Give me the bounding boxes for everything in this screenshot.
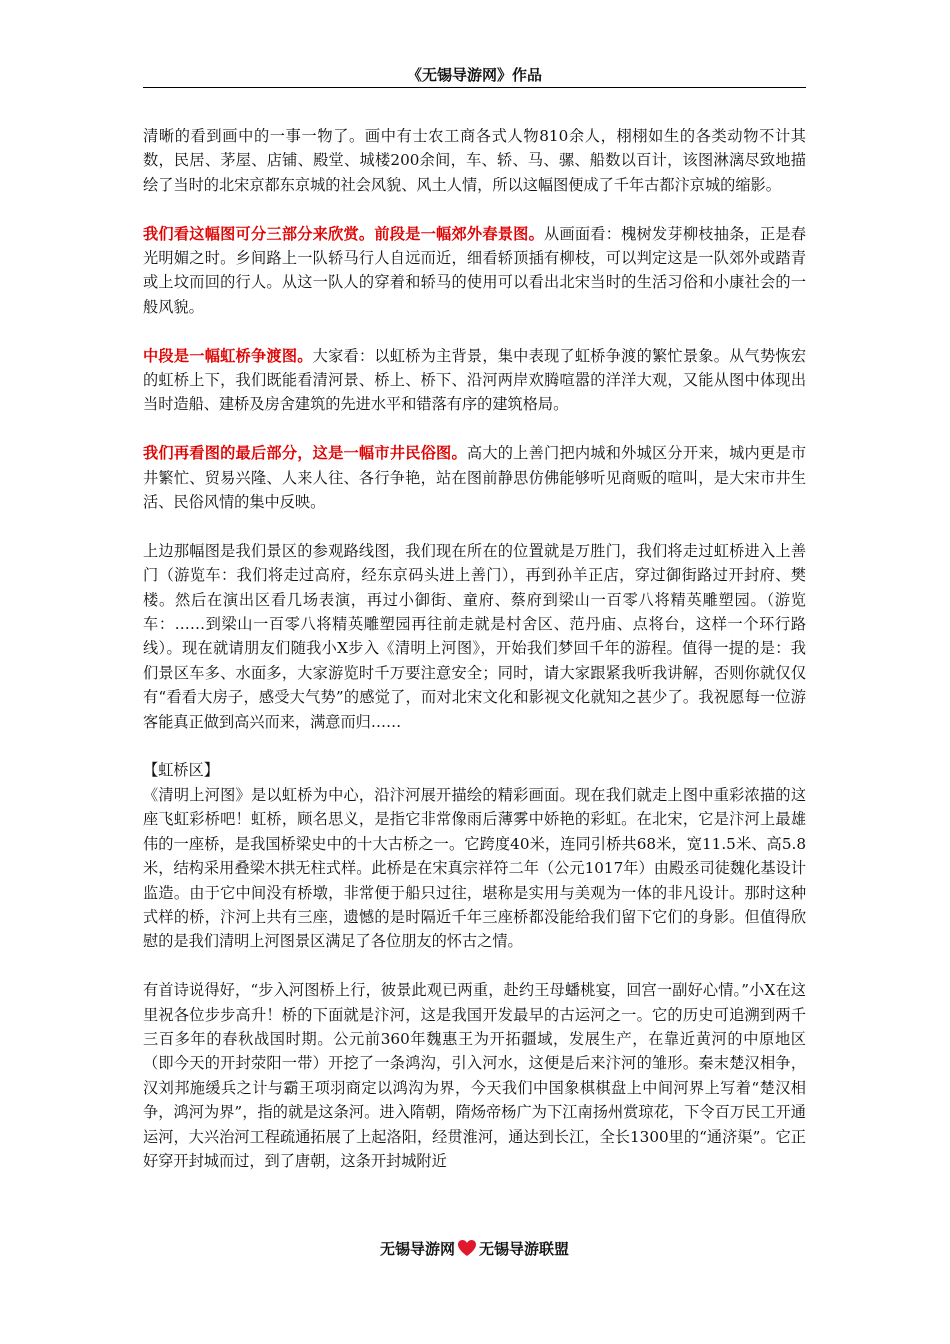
page-footer bbox=[143, 1238, 806, 1261]
page-header: 《无锡导游网》作品 bbox=[406, 66, 542, 84]
paragraph-6: 《清明上河图》是以虹桥为中心，沿汴河展开描绘的精彩画面。现在我们就走上图中重彩浓描的这座飞虹彩桥吧！虹桥，顾名思义，是指它非常像雨后薄雾中娇艳的彩虹。在北宋，它是汴河上最雄伟的一座桥，是我国桥梁史中的十大古桥之一。它跨度40米，连同引桥共68米，宽11.5米、高5.8米，结构采用叠梁木拱无柱式样。此桥是在宋真宗祥符二年（公元1017年）由殿丞司徒魏化基设计监造。由于它中间没有桥墩，非常便于船只过往，堪称是实用与美观为一体的非凡设计。那时这种式样的桥，汴河上共有三座，遗憾的是时隔近千年三座桥都没能给我们留下它们的身影。但值得欣慰的是我们清明上河图景区满足了各位朋友的怀古之情。 bbox=[143, 785, 806, 951]
section-title: 【虹桥区】 bbox=[143, 761, 219, 780]
paragraph-7: 有首诗说得好，“步入河图桥上行，彼景此观已两重，赴约王母蟠桃宴，回宫一副好心情。”小X在这里祝各位步步高升！桥的下面就是汴河，这是我国开发最早的古运河之一。它的历史可追溯到两千三百多年的春秋战国时期。公元前360年魏惠王为开拓疆域，发展生产，在靠近黄河的中原地区（即今天的开封荥阳一带）开挖了一条鸿沟，引入河水，这便是后来汴河的雏形。秦末楚汉相争，汉刘邦施缓兵之计与霸王项羽商定以鸿沟为界，今天我们中国象棋棋盘上中间河界上写着“楚汉相争，鸿河为界”，指的就是这条河。进入隋朝，隋炀帝杨广为下江南扬州赏琼花，下令百万民工开通运河，大兴治河工程疏通拓展了上起洛阳，经贯淮河，通达到长江，全长1300里的“通济渠”。它正好穿开封城而过，到了唐朝，这条开封城附近 bbox=[143, 981, 806, 1170]
paragraph-1: 清晰的看到画中的一事一物了。画中有士农工商各式人物810余人，栩栩如生的各类动物不计其数，民居、茅屋、店铺、殿堂、城楼200余间，车、轿、马、骡、船数以百计，该图淋漓尽致地描绘了当时的北宋京都东京城的社会风貌、风土人情，所以这幅图便成了千年古都汴京城的缩影。 bbox=[143, 127, 806, 194]
header-divider bbox=[143, 87, 806, 88]
heart-icon bbox=[457, 1239, 477, 1261]
paragraph-2-text: 从画面看：槐树发芽柳枝抽条，正是春光明媚之时。乡间路上一队轿马行人自远而近，细看轿顶插有柳枝，可以判定这是一队郊外或踏青或上坟而回的行人。从这一队人的穿着和轿马的使用可以看出北宋当时的生活习俗和小康社会的一般风貌。 bbox=[143, 224, 807, 316]
paragraph-2-highlight: 我们看这幅图可分三部分来欣赏。前段是一幅郊外春景图。 bbox=[143, 224, 545, 243]
paragraph-5: 上边那幅图是我们景区的参观路线图，我们现在所在的位置就是万胜门，我们将走过虹桥进入上善门（游览车：我们将走过高府，经东京码头进上善门），再到孙羊正店，穿过御街路过开封府、樊楼。然后在演出区看几场表演，再过小御街、童府、蔡府到梁山一百零八将精英雕塑园。（游览车：……到梁山一百零八将精英雕塑园再往前走就是村舍区、范丹庙、点将台，这样一个环行路线）。现在就请朋友们随我小X步入《清明上河图》，开始我们梦回千年的游程。值得一提的是：我们景区车多、水面多，大家游览时千万要注意安全；同时，请大家跟紧我听我讲解，否则你就仅仅有“看看大房子，感受大气势”的感觉了，而对北宋文化和影视文化就知之甚少了。我祝愿每一位游客能真正做到高兴而来，满意而归…… bbox=[143, 541, 806, 731]
paragraph-4 bbox=[143, 441, 806, 514]
document-body bbox=[143, 124, 806, 1173]
paragraph-4-text: 高大的上善门把内城和外城区分开来，城内更是市井繁忙、贸易兴隆、人来人往、各行争艳，站在图前静思仿佛能够听见商贩的喧叫，是大宋市井生活、民俗风情的集中反映。 bbox=[143, 444, 807, 512]
paragraph-3-highlight: 中段是一幅虹桥争渡图。 bbox=[143, 346, 313, 365]
paragraph-3 bbox=[143, 344, 806, 417]
paragraph-2 bbox=[143, 222, 806, 320]
paragraph-3-text: 大家看：以虹桥为主背景，集中表现了虹桥争渡的繁忙景象。从气势恢宏的虹桥上下，我们既能看清河景、桥上、桥下、沿河两岸欢腾喧嚣的洋洋大观，又能从图中体现出当时造船、建桥及房舍建筑的先进水平和错落有序的建筑格局。 bbox=[143, 346, 807, 414]
footer-site-name: 无锡导游网 bbox=[379, 1240, 455, 1258]
footer-alliance-name: 无锡导游联盟 bbox=[479, 1240, 570, 1258]
paragraph-4-highlight: 我们再看图的最后部分，这是一幅市井民俗图。 bbox=[143, 444, 467, 463]
